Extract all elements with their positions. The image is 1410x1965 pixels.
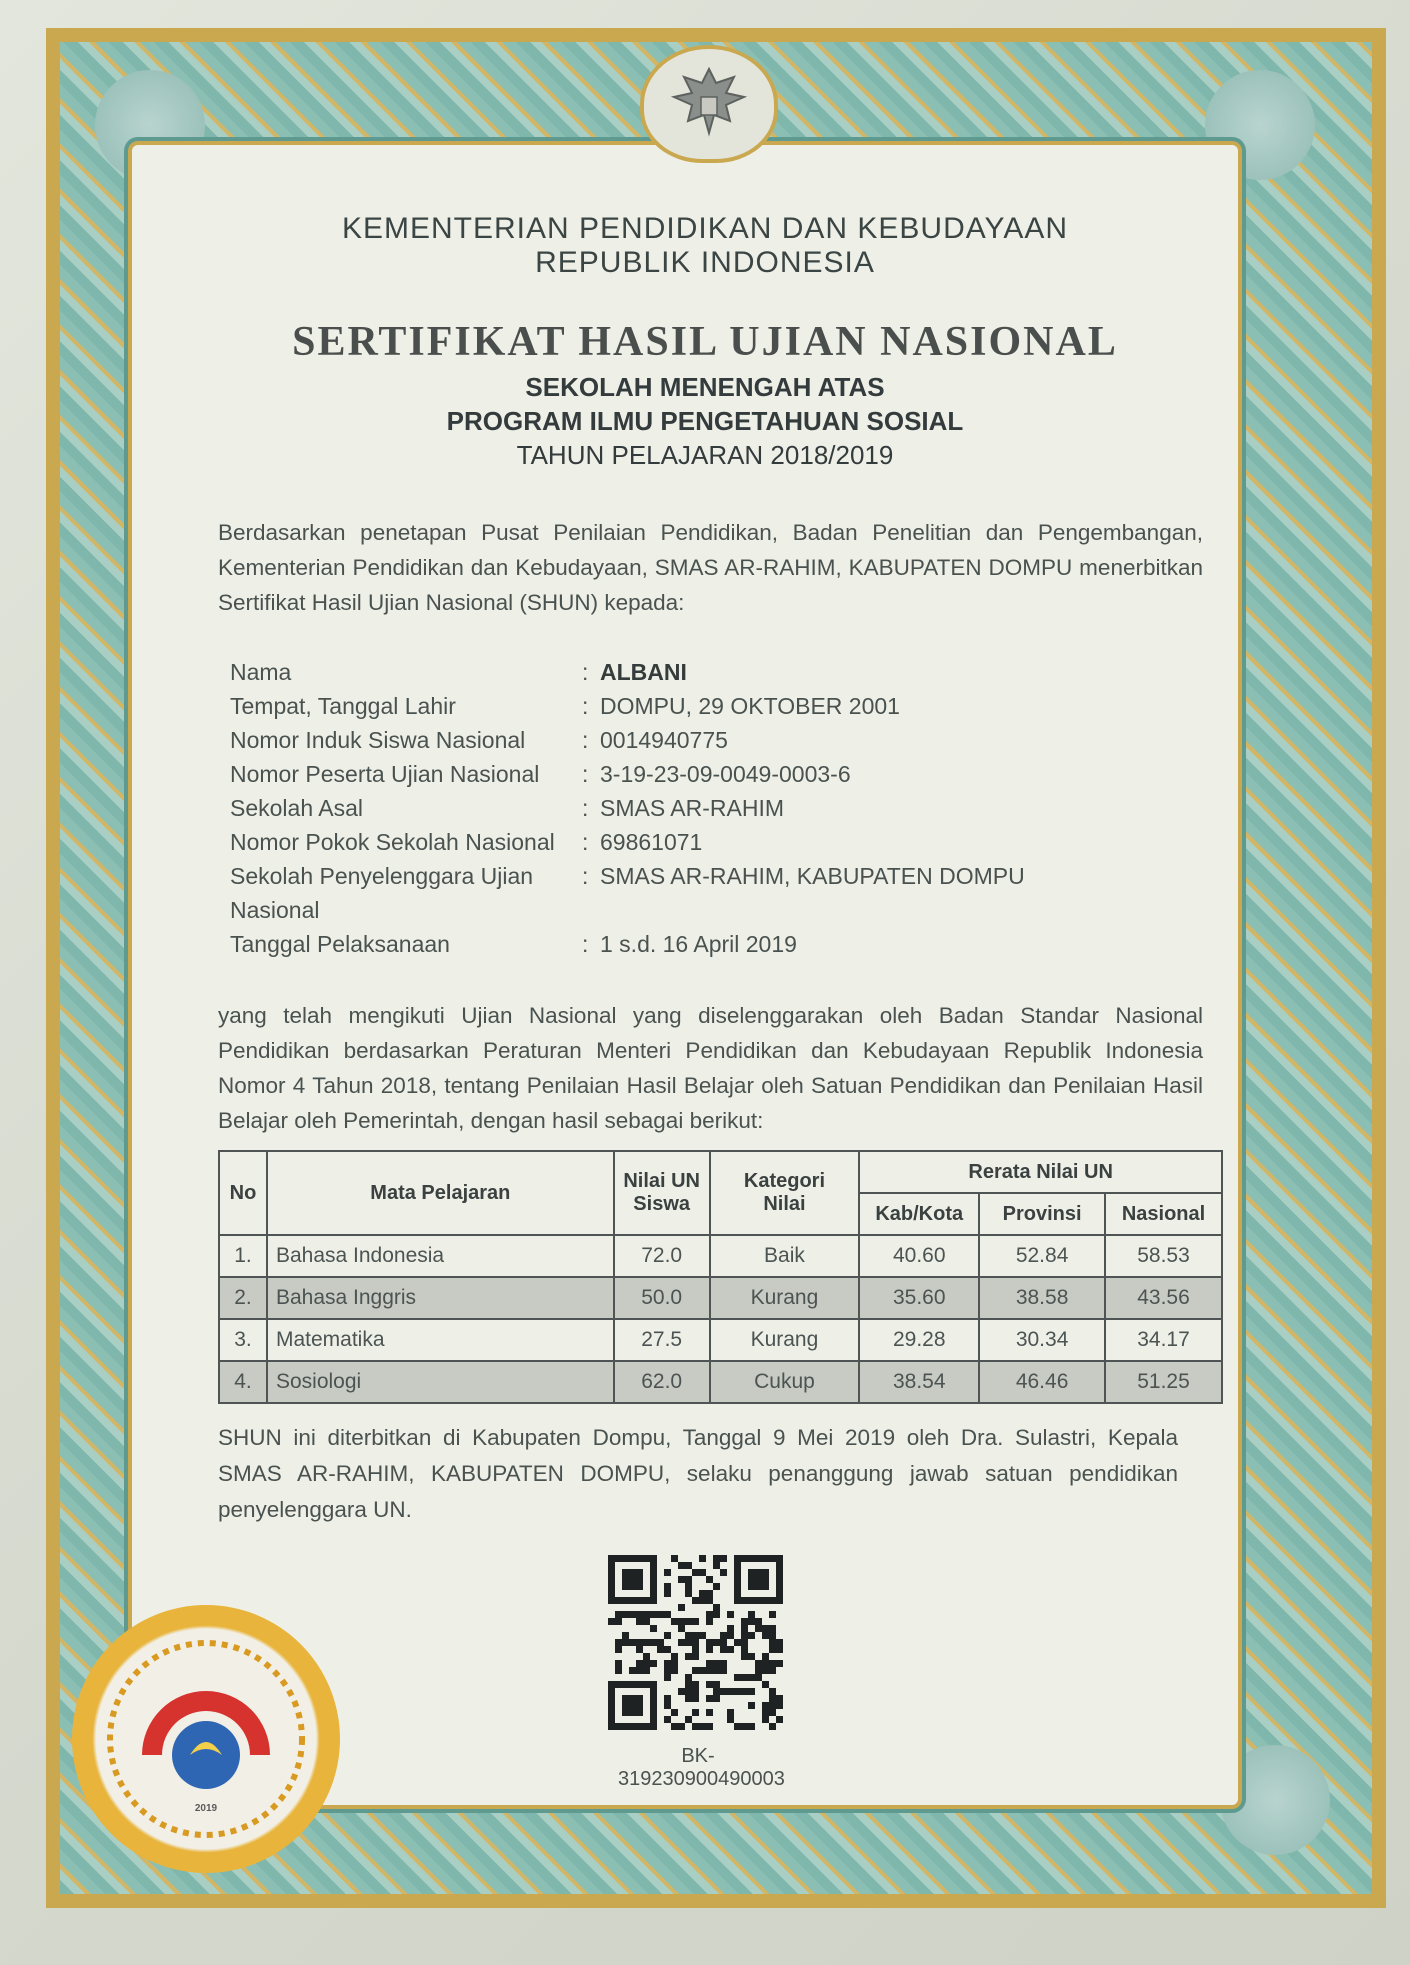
info-row-host-school-cont [230, 893, 1130, 927]
info-row-name [230, 655, 1130, 689]
info-value: 3-19-23-09-0049-0003-6 [600, 761, 851, 787]
header-no: No [219, 1151, 267, 1235]
ministry-name-line1: KEMENTERIAN PENDIDIKAN DAN KEBUDAYAAN [341, 212, 1069, 245]
cell-no: 1. [219, 1235, 267, 1277]
cell-category: Kurang [710, 1319, 860, 1361]
qr-code-text: BK-319230900490003 [618, 1745, 785, 1790]
info-separator: : [582, 795, 589, 821]
certificate-title: SERTIFIKAT HASIL UJIAN NASIONAL [292, 319, 1118, 365]
info-separator: : [582, 727, 589, 753]
cell-no: 3. [219, 1319, 267, 1361]
grades-table [218, 1150, 1223, 1404]
info-separator: : [582, 693, 589, 719]
qr-code-icon [608, 1555, 783, 1730]
table-row [219, 1319, 1222, 1361]
header-subject: Mata Pelajaran [267, 1151, 614, 1235]
cell-prov: 30.34 [979, 1319, 1105, 1361]
header-average: Rerata Nilai UN [859, 1151, 1222, 1193]
qr-code-graphic [608, 1555, 783, 1730]
info-value: 69861071 [600, 829, 703, 855]
seal-year: 2019 [194, 1803, 218, 1814]
header-category-line2: Nilai [763, 1193, 806, 1215]
cell-subject: Bahasa Inggris [267, 1277, 614, 1319]
info-value: SMAS AR-RAHIM, KABUPATEN DOMPU [600, 863, 1025, 889]
student-info [230, 655, 1130, 961]
info-separator: : [582, 931, 589, 957]
table-row [219, 1277, 1222, 1319]
cell-kab: 40.60 [859, 1235, 979, 1277]
intro-paragraph: Berdasarkan penetapan Pusat Penilaian Pendidikan, Badan Penelitian dan Pengembangan, Kementerian Pendidikan dan Kebudayaan, SMAS AR-RAHIM, KABUPATEN DOMPU menerbitkan Sertifikat Hasil Ujian Nasional (SHUN) kepada: [218, 520, 1203, 615]
info-label: Nasional [230, 897, 320, 923]
cell-prov: 46.46 [979, 1361, 1105, 1403]
info-value: ALBANI [600, 659, 687, 685]
info-label: Tanggal Pelaksanaan [230, 931, 450, 957]
info-label: Sekolah Penyelenggara Ujian [230, 863, 534, 889]
cell-category: Cukup [710, 1361, 860, 1403]
header-nas: Nasional [1105, 1193, 1222, 1235]
header-score-line2: Siswa [633, 1193, 690, 1215]
info-row-npsn [230, 825, 1130, 859]
cell-nas: 51.25 [1105, 1361, 1222, 1403]
cell-score: 27.5 [614, 1319, 710, 1361]
info-row-exam-number [230, 757, 1130, 791]
info-separator: : [582, 761, 589, 787]
cell-score: 62.0 [614, 1361, 710, 1403]
ministry-name-line2: REPUBLIK INDONESIA [535, 246, 875, 279]
info-separator: : [582, 659, 589, 685]
academic-year: TAHUN PELAJARAN 2018/2019 [516, 440, 894, 470]
header-kab: Kab/Kota [859, 1193, 979, 1235]
info-row-birth [230, 689, 1130, 723]
cell-subject: Bahasa Indonesia [267, 1235, 614, 1277]
exam-paragraph: yang telah mengikuti Ujian Nasional yang diselenggarakan oleh Badan Standar Nasional Pendidikan berdasarkan Peraturan Menteri Pendidikan dan Kebudayaan Republik Indonesia Nomor 4 Tahun 2018, tentang Penilaian Hasil Belajar oleh Satuan Pendidikan dan Penilaian Hasil Belajar oleh Pemerintah, dengan hasil sebagai berikut: [218, 1003, 1203, 1133]
cell-kab: 38.54 [859, 1361, 979, 1403]
info-separator: : [582, 829, 589, 855]
cell-kab: 35.60 [859, 1277, 979, 1319]
info-row-nisn [230, 723, 1130, 757]
cell-subject: Matematika [267, 1319, 614, 1361]
info-row-exam-date [230, 927, 1130, 961]
cell-no: 4. [219, 1361, 267, 1403]
study-program: PROGRAM ILMU PENGETAHUAN SOSIAL [446, 406, 964, 436]
info-separator-empty [582, 893, 600, 927]
cell-score: 50.0 [614, 1277, 710, 1319]
closing-paragraph: SHUN ini diterbitkan di Kabupaten Dompu, Tanggal 9 Mei 2019 oleh Dra. Sulastri, Kepala SMAS AR-RAHIM, KABUPATEN DOMPU, selaku penanggung jawab satuan pendidikan penyelenggara UN. [218, 1425, 1178, 1522]
cell-category: Baik [710, 1235, 860, 1277]
ministry-seal-icon [72, 1605, 340, 1873]
table-header-row [219, 1151, 1222, 1193]
table-row [219, 1235, 1222, 1277]
info-row-school [230, 791, 1130, 825]
cell-subject: Sosiologi [267, 1361, 614, 1403]
info-label: Nama [230, 659, 292, 685]
info-value: SMAS AR-RAHIM [600, 795, 785, 821]
info-value: 1 s.d. 16 April 2019 [600, 931, 797, 957]
school-level: SEKOLAH MENENGAH ATAS [525, 372, 885, 402]
header-prov: Provinsi [979, 1193, 1105, 1235]
cell-prov: 38.58 [979, 1277, 1105, 1319]
cell-nas: 43.56 [1105, 1277, 1222, 1319]
info-label: Nomor Pokok Sekolah Nasional [230, 829, 555, 855]
info-value: 0014940775 [600, 727, 728, 753]
cell-no: 2. [219, 1277, 267, 1319]
cell-nas: 58.53 [1105, 1235, 1222, 1277]
garuda-emblem-icon [640, 45, 778, 163]
table-row [219, 1361, 1222, 1403]
cell-category: Kurang [710, 1277, 860, 1319]
info-label: Sekolah Asal [230, 795, 363, 821]
header-score [614, 1151, 710, 1235]
info-value: DOMPU, 29 OKTOBER 2001 [600, 693, 900, 719]
cell-score: 72.0 [614, 1235, 710, 1277]
header-score-line1: Nilai UN [623, 1170, 700, 1192]
info-label: Tempat, Tanggal Lahir [230, 693, 456, 719]
info-label: Nomor Induk Siswa Nasional [230, 727, 526, 753]
cell-prov: 52.84 [979, 1235, 1105, 1277]
info-row-host-school [230, 859, 1130, 893]
info-label: Nomor Peserta Ujian Nasional [230, 761, 540, 787]
cell-nas: 34.17 [1105, 1319, 1222, 1361]
cell-kab: 29.28 [859, 1319, 979, 1361]
info-value [600, 893, 1130, 927]
header-category-line1: Kategori [743, 1170, 825, 1192]
info-separator: : [582, 863, 589, 889]
header-category [710, 1151, 860, 1235]
